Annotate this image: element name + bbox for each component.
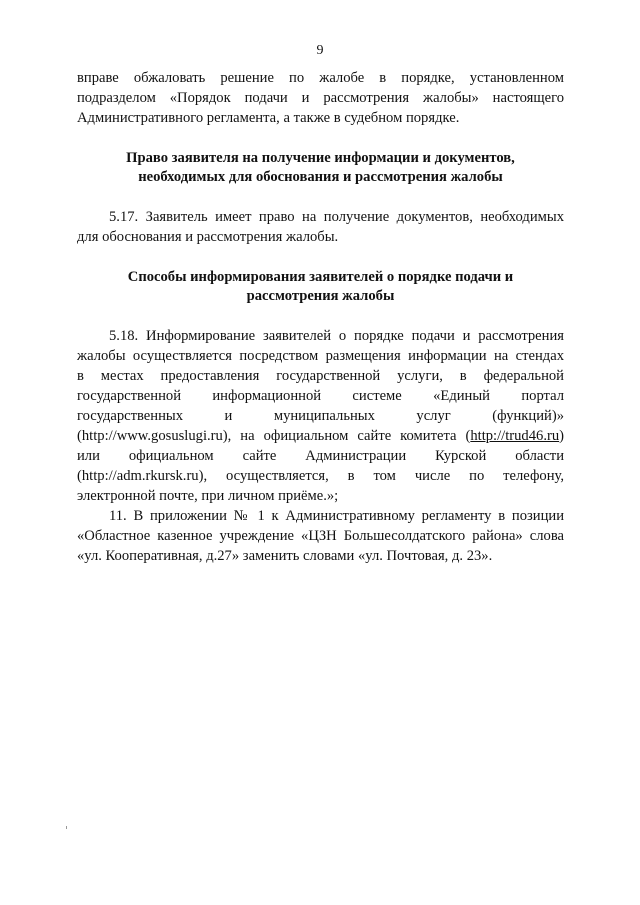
text-line: «ул. Кооперативная, д.27» заменить словами «ул. Почтовая, д. 23». <box>77 548 493 564</box>
text-line: государственной информационной системе «Единый портал <box>77 388 564 404</box>
paragraph-5-18 <box>77 326 564 506</box>
text-line: (http://adm.rkursk.ru), осуществляется, в том числе по телефону, <box>77 468 564 484</box>
text-line: Административного регламента, а также в судебном порядке. <box>77 110 460 126</box>
text-line: 11. В приложении № 1 к Административному регламенту в позиции <box>109 508 564 524</box>
paragraph-appeal-right <box>77 68 564 128</box>
text-line: «Областное казенное учреждение «ЦЗН Большесолдатского района» слова <box>77 528 564 544</box>
text-line: 5.18. Информирование заявителей о порядке подачи и рассмотрения <box>109 328 564 344</box>
text-line: в местах предоставления государственной услуги, в федеральной <box>77 368 564 384</box>
text-line <box>77 426 564 446</box>
trud46-link[interactable]: http://trud46.ru <box>470 428 560 444</box>
text-line: электронной почте, при личном приёме.»; <box>77 488 339 504</box>
heading-line: рассмотрения жалобы <box>246 288 395 304</box>
text-line: или официальном сайте Администрации Курской области <box>77 448 564 464</box>
scan-mark <box>66 826 67 829</box>
text-fragment: (http://www.gosuslugi.ru), на официальном сайте комитета ( <box>77 428 471 444</box>
text-line: для обоснования и рассмотрения жалобы. <box>77 229 339 245</box>
heading-line: Право заявителя на получение информации и документов, <box>126 150 515 166</box>
heading-line: Способы информирования заявителей о порядке подачи и <box>127 269 514 285</box>
text-line: подразделом «Порядок подачи и рассмотрения жалобы» настоящего <box>77 90 564 106</box>
paragraph-item-11 <box>77 506 564 566</box>
text-line: вправе обжаловать решение по жалобе в порядке, установленном <box>77 70 564 86</box>
text-line: государственных и муниципальных услуг (функций)» <box>77 408 564 424</box>
page-number: 9 <box>316 43 324 58</box>
text-line: жалобы осуществляется посредством размещения информации на стендах <box>77 348 564 364</box>
section-heading-information-right <box>77 149 564 187</box>
heading-line: необходимых для обоснования и рассмотрения жалобы <box>138 169 503 185</box>
document-body <box>77 68 564 566</box>
section-heading-informing-methods <box>77 268 564 306</box>
text-fragment: ) <box>559 428 564 444</box>
paragraph-5-17 <box>77 207 564 247</box>
text-line: 5.17. Заявитель имеет право на получение документов, необходимых <box>109 209 564 225</box>
